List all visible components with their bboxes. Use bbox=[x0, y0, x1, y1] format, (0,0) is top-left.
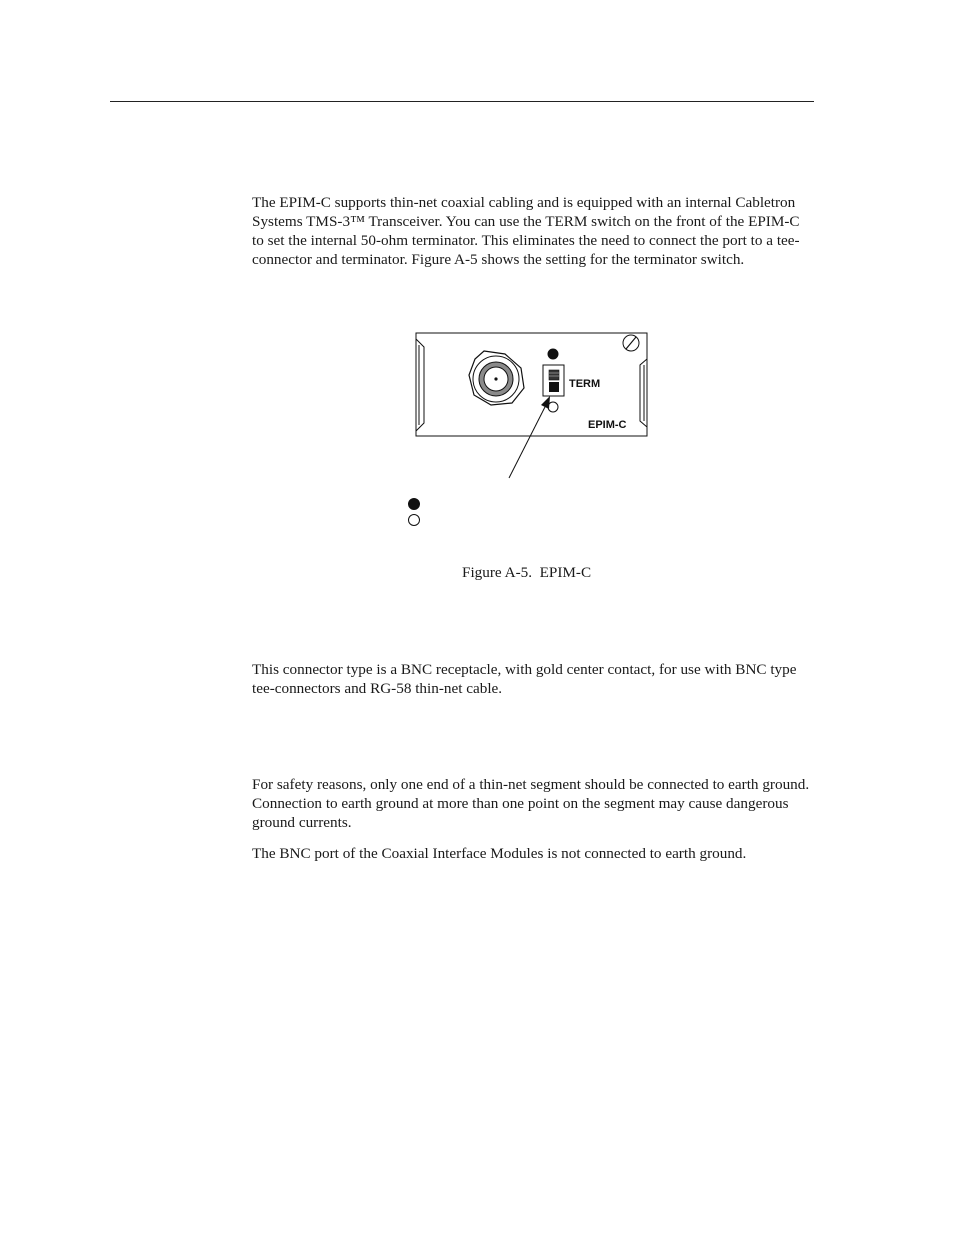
screw-icon bbox=[623, 335, 639, 351]
led-filled-icon bbox=[548, 349, 558, 359]
epim-c-diagram bbox=[400, 325, 660, 530]
legend-led-empty-icon bbox=[409, 515, 420, 526]
connector-paragraph: This connector type is a BNC receptacle, with gold center contact, for use with BNC type tee-connectors and RG-58 thin-net cable. bbox=[252, 661, 797, 697]
figure-caption: Figure A-5. EPIM-C bbox=[462, 564, 592, 581]
epim-c-figure bbox=[400, 325, 660, 530]
bnc-ground-paragraph: The BNC port of the Coaxial Interface Modules is not connected to earth ground. bbox=[252, 845, 747, 862]
term-label: TERM bbox=[569, 378, 601, 390]
led-empty-icon bbox=[548, 402, 558, 412]
safety-paragraph: For safety reasons, only one end of a thin-net segment should be connected to earth ground. Connection to earth ground at more than one point on the segment may cause dangerous ground currents. bbox=[252, 776, 810, 831]
term-switch bbox=[543, 365, 564, 396]
legend-led-filled-icon bbox=[409, 499, 420, 510]
header-rule bbox=[110, 101, 814, 102]
module-label: EPIM-C bbox=[588, 419, 627, 431]
intro-paragraph: The EPIM-C supports thin-net coaxial cabling and is equipped with an internal Cabletron Systems TMS-3™ Transceiver. You can use the TERM switch on the front of the EPIM-C to set the internal 50-ohm terminator. This eliminates the need to connect the port to a tee-connector and terminator. Figure A-5 shows the setting for the terminator switch. bbox=[252, 194, 800, 268]
